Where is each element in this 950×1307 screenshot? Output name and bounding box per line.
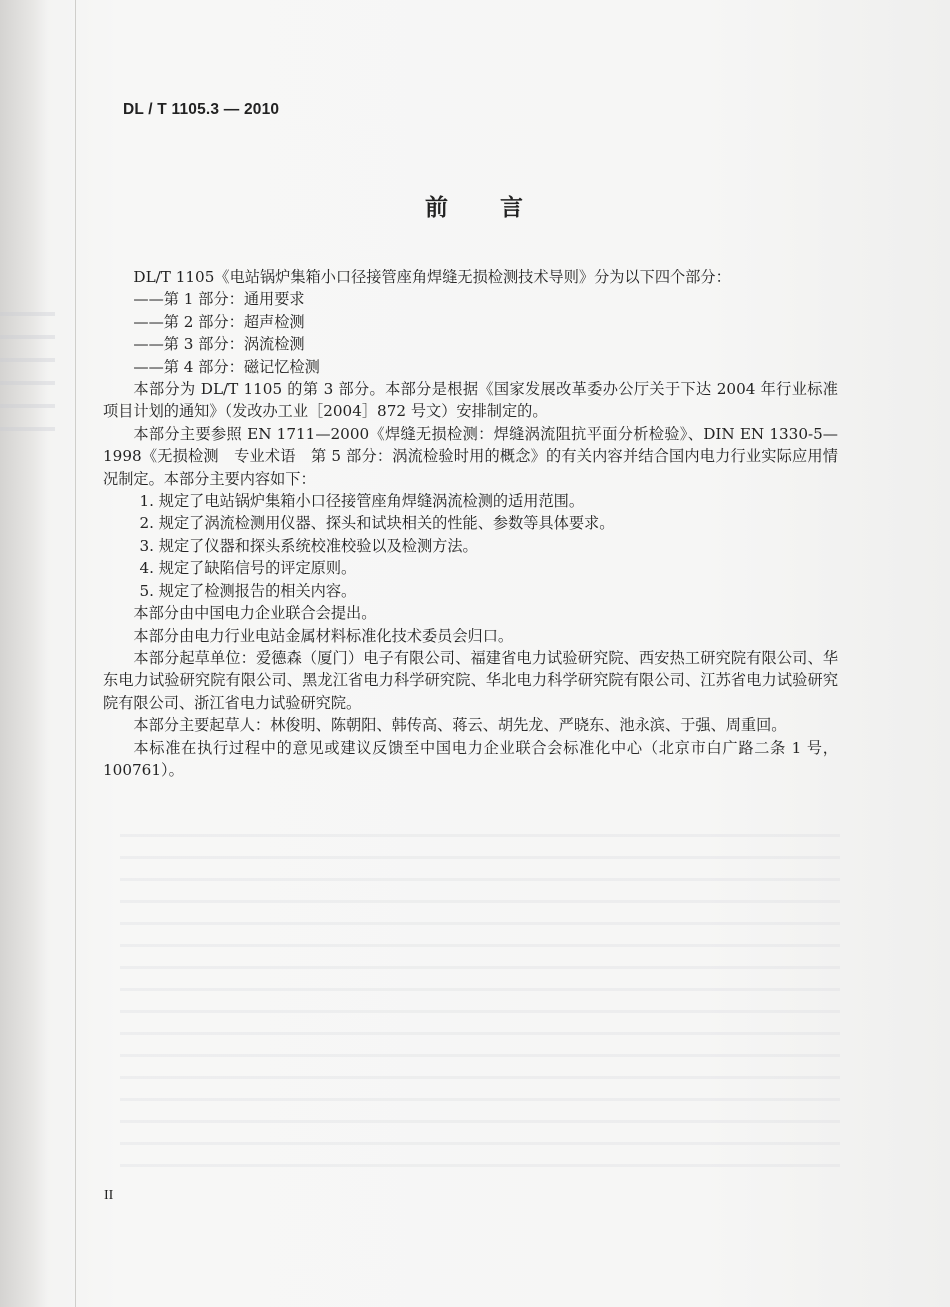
numbered-item: 1. 规定了电站锅炉集箱小口径接管座角焊缝涡流检测的适用范围。 — [139, 492, 585, 511]
paragraph: DL/T 1105《电站锅炉集箱小口径接管座角焊缝无损检测技术导则》分为以下四个部分： — [133, 268, 731, 286]
paragraph: 本部分为 DL/T 1105 的第 3 部分。本部分是根据《国家发展改革委办公厅关于下达 2004 年行业标准项目计划的通知》（发改办工业［2004］872 号文）安排制定的。 — [103, 380, 838, 421]
paragraph: 本部分主要参照 EN 1711—2000《焊缝无损检测：焊缝涡流阻抗平面分析检验》、DIN EN 1330-5—1998《无损检测 专业术语 第 5 部分：涡流检验时用的概念》的有关内容并结合国内电力行业实际应用情况制定。本部分主要内容如下： — [103, 424, 838, 488]
part-list-item: ——第 1 部分：通用要求 — [133, 290, 305, 309]
binding-line — [75, 0, 76, 1307]
part-list-item: ——第 4 部分：磁记忆检测 — [133, 357, 320, 376]
part-list-item: ——第 2 部分：超声检测 — [133, 312, 305, 331]
numbered-item: 3. 规定了仪器和探头系统校准校验以及检测方法。 — [139, 536, 478, 555]
paragraph: 本部分起草单位：爱德森（厦门）电子有限公司、福建省电力试验研究院、西安热工研究院有限公司、华东电力试验研究院有限公司、黑龙江省电力科学研究院、华北电力科学研究院有限公司、江苏省电力试验研究院有限公司、浙江省电力试验研究院。 — [103, 648, 838, 712]
numbered-item: 5. 规定了检测报告的相关内容。 — [139, 581, 357, 600]
part-list-item: ——第 3 部分：涡流检测 — [133, 335, 305, 354]
standard-code: DL / T 1105.3 — 2010 — [123, 101, 280, 118]
numbered-item: 2. 规定了涡流检测用仪器、探头和试块相关的性能、参数等具体要求。 — [139, 514, 615, 533]
paragraph: 本部分由中国电力企业联合会提出。 — [133, 604, 377, 623]
page-number: II — [104, 1188, 114, 1203]
paragraph: 本标准在执行过程中的意见或建议反馈至中国电力企业联合会标准化中心（北京市白广路二条 1 号，100761）。 — [103, 738, 838, 779]
foreword-body — [103, 266, 838, 781]
bleed-through-left-margin — [0, 300, 55, 440]
spine-shadow — [0, 0, 48, 1307]
numbered-item: 4. 规定了缺陷信号的评定原则。 — [139, 559, 357, 578]
bleed-through-text-block — [120, 820, 840, 1180]
paragraph: 本部分主要起草人：林俊明、陈朝阳、韩传高、蒋云、胡先龙、严晓东、池永滨、于强、周重回。 — [133, 716, 787, 735]
paragraph: 本部分由电力行业电站金属材料标准化技术委员会归口。 — [133, 626, 514, 645]
page-title: 前言 — [425, 195, 575, 221]
